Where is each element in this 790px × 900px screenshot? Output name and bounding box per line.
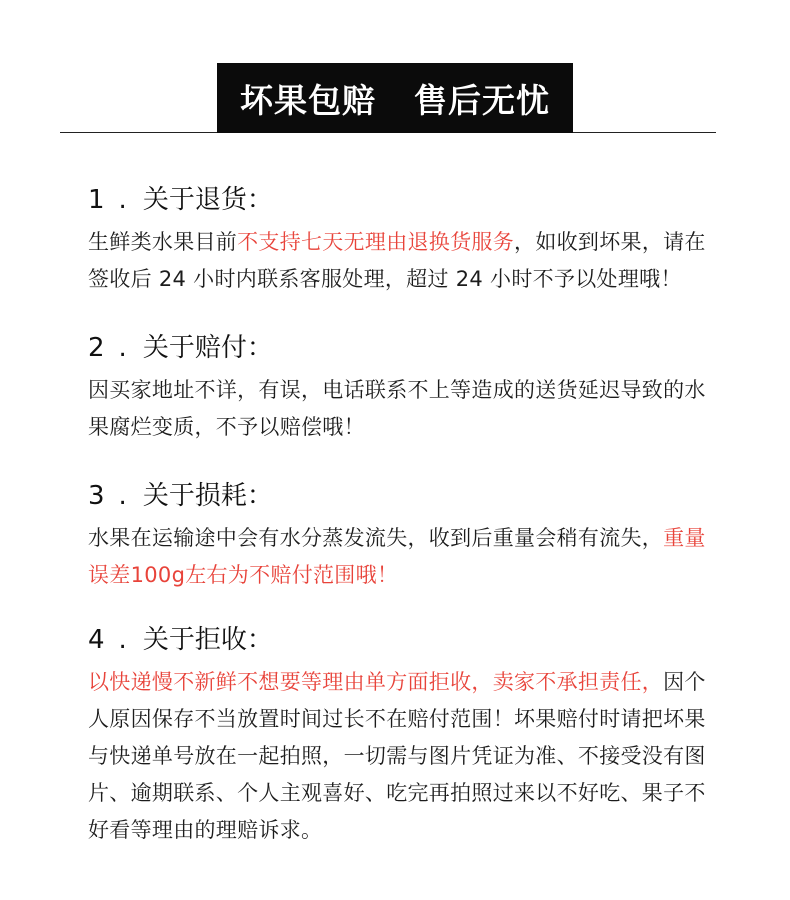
body-text-highlight: 不支持七天无理由退换货服务 — [237, 230, 515, 254]
section-title: 3 . 关于损耗： — [88, 481, 273, 511]
section-number: 3 — [88, 481, 105, 511]
section-heading: 关于退货： — [142, 185, 273, 215]
section-body — [88, 520, 713, 594]
section-title: 2 . 关于赔付： — [88, 333, 273, 363]
section-loss — [88, 481, 713, 594]
section-heading: 关于赔付： — [142, 333, 273, 363]
section-number: 1 — [88, 185, 105, 215]
body-text-highlight: 以快递慢不新鲜不想要等理由单方面拒收，卖家不承担责任， — [88, 670, 664, 694]
section-compensation — [88, 333, 713, 446]
section-number: 4 — [88, 625, 105, 655]
body-text: ，如收到坏果，请在签收后 24 小时内联系客服处理，超过 24 小时不予以处理哦！ — [88, 230, 706, 291]
body-text: 因个人原因保存不当放置时间过长不在赔付范围！坏果赔付时请把坏果与快递单号放在一起拍照，一切需与图片凭证为准、不接受没有图片、逾期联系、个人主观喜好、吃完再拍照过来以不好吃、果子不好看等理由的理赔诉求。 — [88, 670, 706, 842]
section-number: 2 — [88, 333, 105, 363]
section-heading: 关于损耗： — [142, 481, 273, 511]
section-rejection — [88, 625, 713, 849]
body-text-highlight: 重量误差100g左右为不赔付范围哦！ — [88, 526, 706, 587]
banner-title-guarantee: 坏果包赔 — [240, 80, 376, 120]
section-heading: 关于拒收： — [142, 625, 273, 655]
section-body — [88, 372, 713, 446]
body-text: 生鲜类水果目前 — [88, 230, 238, 254]
section-title: 4 . 关于拒收： — [88, 625, 273, 655]
header-banner — [217, 63, 573, 133]
section-body — [88, 664, 713, 849]
section-body — [88, 224, 713, 298]
body-text: 水果在运输途中会有水分蒸发流失，收到后重量会稍有流失， — [88, 526, 664, 550]
body-text: 因买家地址不详，有误，电话联系不上等造成的送货延迟导致的水果腐烂变质，不予以赔偿哦！ — [88, 378, 706, 439]
banner-title-aftersales: 售后无忧 — [414, 80, 550, 120]
section-returns — [88, 185, 713, 298]
section-title: 1 . 关于退货： — [88, 185, 273, 215]
